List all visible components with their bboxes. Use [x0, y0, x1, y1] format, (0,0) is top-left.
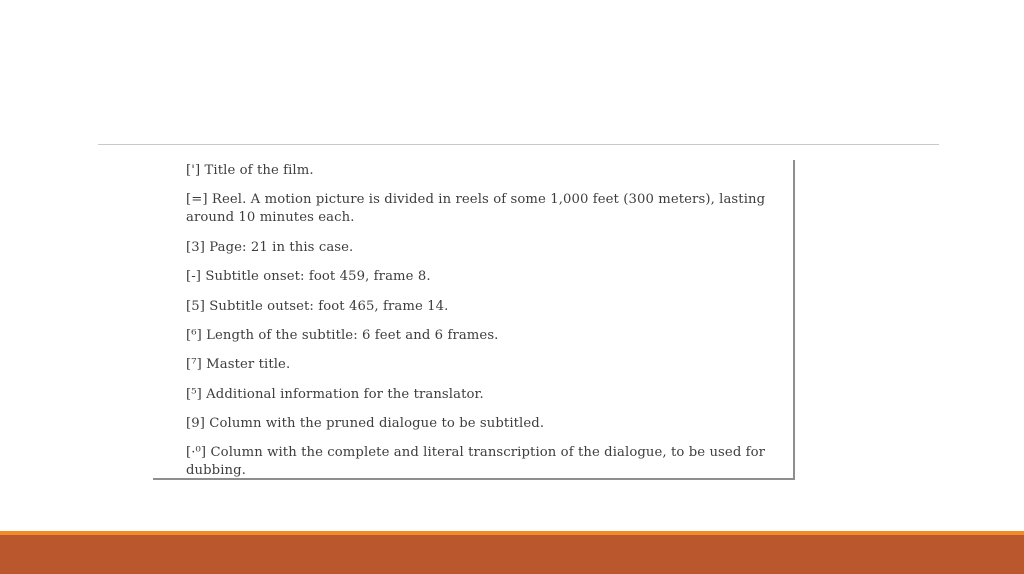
top-divider — [98, 144, 939, 145]
note-8: [⁵] Additional information for the translator. — [186, 387, 484, 402]
note-4: [-] Subtitle onset: foot 459, frame 8. — [186, 269, 431, 284]
note-1: ['] Title of the film. — [186, 163, 314, 178]
note-6: [⁶] Length of the subtitle: 6 feet and 6 frames. — [186, 328, 499, 343]
note-2: [=] Reel. A motion picture is divided in reels of some 1,000 feet (300 meters), lasting around 10 minutes each. — [186, 192, 766, 225]
note-5: [5] Subtitle outset: foot 465, frame 14. — [186, 299, 449, 314]
note-10: [·⁰] Column with the complete and literal transcription of the dialogue, to be used for dubbing. — [186, 445, 766, 478]
footnote-excerpt — [153, 160, 795, 480]
note-9: [9] Column with the pruned dialogue to be subtitled. — [186, 416, 545, 431]
note-3: [3] Page: 21 in this case. — [186, 240, 354, 255]
footer-bar — [0, 535, 1024, 574]
note-7: [⁷] Master title. — [186, 357, 291, 372]
